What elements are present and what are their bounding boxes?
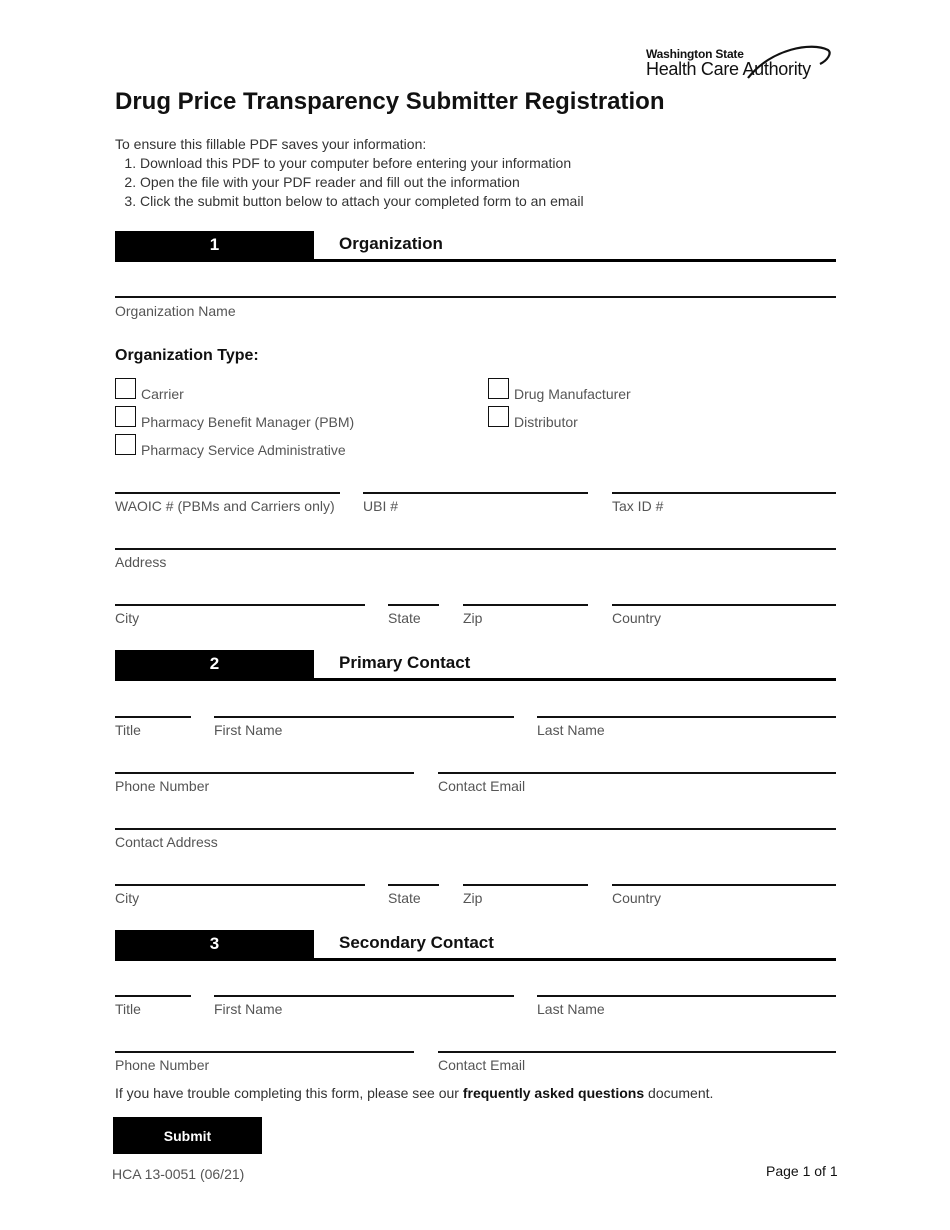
primary-phone-input[interactable] [115, 772, 414, 774]
logo-agency-text-b: Authority [742, 59, 811, 79]
state-input[interactable] [388, 604, 439, 606]
primary-last-name-input[interactable] [537, 716, 836, 718]
primary-address-input[interactable] [115, 828, 836, 830]
state-label: State [388, 610, 421, 626]
tax-id-label: Tax ID # [612, 498, 664, 514]
hca-logo [646, 44, 836, 84]
secondary-email-input[interactable] [438, 1051, 836, 1053]
city-input[interactable] [115, 604, 365, 606]
secondary-last-name-label: Last Name [537, 1001, 605, 1017]
section-number: 3 [115, 930, 314, 958]
secondary-title-label: Title [115, 1001, 141, 1017]
distributor-label: Distributor [514, 414, 578, 430]
tax-id-input[interactable] [612, 492, 836, 494]
primary-country-input[interactable] [612, 884, 836, 886]
primary-state-label: State [388, 890, 421, 906]
intro-steps [115, 154, 584, 211]
primary-title-input[interactable] [115, 716, 191, 718]
organization-name-label: Organization Name [115, 303, 236, 319]
primary-last-name-label: Last Name [537, 722, 605, 738]
secondary-phone-input[interactable] [115, 1051, 414, 1053]
drug-manufacturer-checkbox[interactable] [488, 378, 509, 399]
logo-swoosh-icon [742, 44, 834, 82]
carrier-label: Carrier [141, 386, 184, 402]
ubi-label: UBI # [363, 498, 399, 514]
section-organization-header [115, 231, 836, 262]
secondary-title-input[interactable] [115, 995, 191, 997]
distributor-checkbox[interactable] [488, 406, 509, 427]
primary-phone-label: Phone Number [115, 778, 210, 794]
faq-link[interactable]: frequently asked questions [462, 1085, 645, 1101]
ubi-input[interactable] [363, 492, 588, 494]
drug-manufacturer-label: Drug Manufacturer [514, 386, 631, 402]
waoic-input[interactable] [115, 492, 340, 494]
secondary-last-name-input[interactable] [537, 995, 836, 997]
city-label: City [115, 610, 140, 626]
intro-step: 2. Open the file with your PDF reader and fill out the information [140, 173, 584, 192]
primary-first-name-label: First Name [214, 722, 283, 738]
primary-title-label: Title [115, 722, 141, 738]
country-label: Country [612, 610, 662, 626]
primary-city-input[interactable] [115, 884, 365, 886]
address-label: Address [115, 554, 167, 570]
secondary-phone-label: Phone Number [115, 1057, 210, 1073]
page-number: Page 1 of 1 [766, 1163, 838, 1179]
carrier-checkbox[interactable] [115, 378, 136, 399]
zip-label: Zip [463, 610, 483, 626]
section-title: Primary Contact [339, 653, 471, 672]
primary-email-input[interactable] [438, 772, 836, 774]
logo-state-text: Washington State [646, 47, 744, 61]
pbm-checkbox[interactable] [115, 406, 136, 427]
secondary-first-name-label: First Name [214, 1001, 283, 1017]
organization-type-heading: Organization Type: [115, 347, 259, 364]
organization-name-input[interactable] [115, 296, 836, 298]
psao-label: Pharmacy Service Administrative [141, 442, 346, 458]
intro-lead: To ensure this fillable PDF saves your information: [115, 136, 427, 152]
zip-input[interactable] [463, 604, 588, 606]
section-primary-contact-header [115, 650, 836, 681]
primary-state-input[interactable] [388, 884, 439, 886]
help-text-pre: If you have trouble completing this form, please see our [115, 1085, 463, 1101]
primary-first-name-input[interactable] [214, 716, 514, 718]
section-title: Organization [339, 234, 443, 253]
section-title: Secondary Contact [339, 933, 494, 952]
help-text-post: document. [644, 1085, 714, 1101]
primary-address-label: Contact Address [115, 834, 218, 850]
primary-country-label: Country [612, 890, 662, 906]
psao-checkbox[interactable] [115, 434, 136, 455]
section-number: 1 [115, 231, 314, 259]
page-title: Drug Price Transparency Submitter Registration [115, 88, 665, 115]
address-input[interactable] [115, 548, 836, 550]
primary-zip-label: Zip [463, 890, 483, 906]
help-text [115, 1085, 713, 1101]
form-id: HCA 13-0051 (06/21) [112, 1166, 245, 1182]
intro-step: 1. Download this PDF to your computer before entering your information [140, 154, 584, 173]
secondary-first-name-input[interactable] [214, 995, 514, 997]
primary-zip-input[interactable] [463, 884, 588, 886]
intro-step: 3. Click the submit button below to attach your completed form to an email [140, 192, 584, 211]
waoic-label: WAOIC # (PBMs and Carriers only) [115, 498, 335, 514]
intro-instructions [115, 135, 584, 211]
section-secondary-contact-header [115, 930, 836, 961]
primary-email-label: Contact Email [438, 778, 526, 794]
secondary-email-label: Contact Email [438, 1057, 526, 1073]
pbm-label: Pharmacy Benefit Manager (PBM) [141, 414, 355, 430]
country-input[interactable] [612, 604, 836, 606]
primary-city-label: City [115, 890, 140, 906]
section-number: 2 [115, 650, 314, 678]
submit-button[interactable]: Submit [113, 1117, 262, 1154]
logo-agency-text-a: Health Care [646, 59, 743, 79]
